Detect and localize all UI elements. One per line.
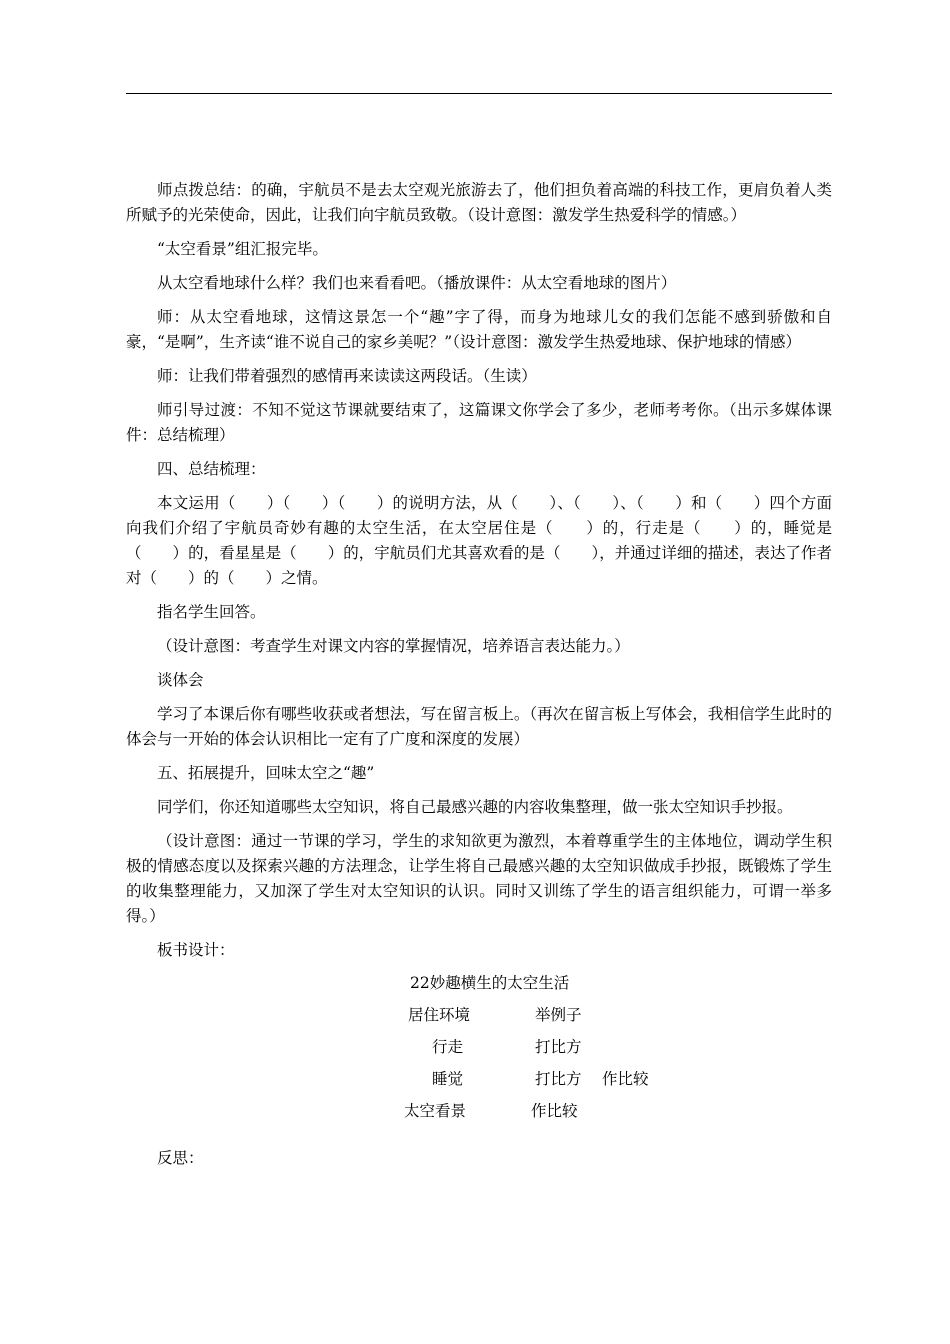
board-row-left: 行走 bbox=[432, 1038, 464, 1056]
paragraph: 师：让我们带着强烈的感情再来读读这两段话。（生读） bbox=[157, 367, 537, 385]
design-intent: （设计意图：考查学生对课文内容的掌握情况，培养语言表达能力。） bbox=[157, 637, 630, 655]
board-row-right: 作比较 bbox=[602, 1070, 649, 1088]
board-row-left: 睡觉 bbox=[432, 1070, 464, 1088]
board-title: 22妙趣横生的太空生活 bbox=[410, 974, 570, 992]
paragraph: 师点拨总结：的确，宇航员不是去太空观光旅游去了，他们担负着高端的科技工作，更肩负着人类所赋予的光荣使命，因此，让我们向宇航员致敬。（设计意图：激发学生热爱科学的情感。） bbox=[126, 181, 832, 224]
paragraph: 同学们，你还知道哪些太空知识，将自己最感兴趣的内容收集整理，做一张太空知识手抄报。 bbox=[157, 798, 793, 816]
section-heading: 四、总结梳理： bbox=[157, 460, 266, 478]
fill-in-exercise: 本文运用（ ）（ ）（ ）的说明方法，从（ ）、（ ）、（ ）和（ ）四个方面向我们介绍了宇航员奇妙有趣的太空生活，在太空居住是（ ）的，行走是（ ）的，睡觉是（ ）的，看星星是（ ）的，宇航员们尤其喜欢看的是（ ），并通过详细的描述，表达了作者对（ ）的（ ）之情。 bbox=[126, 494, 832, 587]
board-row-left: 太空看景 bbox=[404, 1102, 467, 1120]
section-heading: 五、拓展提升，回味太空之“趣” bbox=[157, 764, 375, 782]
document-body bbox=[126, 178, 832, 1180]
paragraph: 指名学生回答。 bbox=[157, 603, 266, 621]
board-row-mid: 打比方 bbox=[535, 1070, 582, 1088]
board-row-left: 居住环境 bbox=[408, 1006, 471, 1024]
board-design-label: 板书设计： bbox=[157, 941, 235, 959]
paragraph: 师引导过渡：不知不觉这节课就要结束了，这篇课文你学会了多少，老师考考你。（出示多媒体课件：总结梳理） bbox=[126, 401, 832, 444]
paragraph: “太空看景”组汇报完毕。 bbox=[157, 240, 328, 258]
board-design bbox=[126, 972, 832, 1144]
board-row-mid: 举例子 bbox=[535, 1006, 582, 1024]
section-heading: 谈体会 bbox=[157, 671, 204, 689]
paragraph: 从太空看地球什么样？我们也来看看吧。（播放课件：从太空看地球的图片） bbox=[157, 274, 677, 292]
board-row-mid: 打比方 bbox=[535, 1038, 582, 1056]
board-row-mid: 作比较 bbox=[531, 1102, 578, 1120]
paragraph: 学习了本课后你有哪些收获或者想法，写在留言板上。（再次在留言板上写体会，我相信学生此时的体会与一开始的体会认识相比一定有了广度和深度的发展） bbox=[126, 705, 832, 748]
design-intent: （设计意图：通过一节课的学习，学生的求知欲更为激烈，本着尊重学生的主体地位，调动学生积极的情感态度以及探索兴趣的方法理念，让学生将自己最感兴趣的太空知识做成手抄报，既锻炼了学生的收集整理能力，又加深了学生对太空知识的认识。同时又训练了学生的语言组织能力，可谓一举多得。） bbox=[126, 832, 832, 925]
reflection-label: 反思： bbox=[157, 1149, 204, 1167]
paragraph: 师：从太空看地球，这情这景怎一个“趣”字了得，而身为地球儿女的我们怎能不感到骄傲和自豪，“是啊”，生齐读“谁不说自己的家乡美呢？”（设计意图：激发学生热爱地球、保护地球的情感） bbox=[126, 308, 832, 351]
header-rule bbox=[126, 93, 832, 94]
